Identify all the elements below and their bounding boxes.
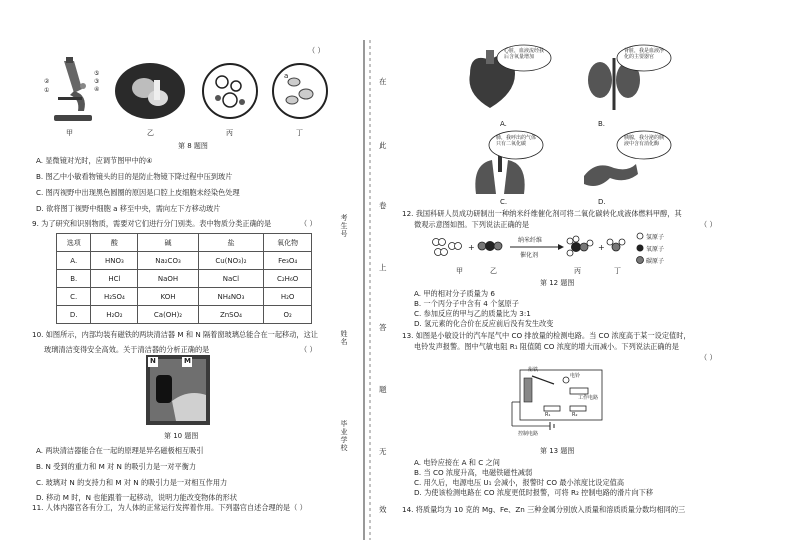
option-text: A. 电铃应接在 A 和 C 之间 [414,458,500,467]
bubble-text: 肾脏，我是血液净化的主要器官 [624,48,665,60]
option-label: D. [598,198,606,206]
bubble-text: 心脏，血液流经我后含氧量增加 [504,48,545,60]
table-cell: Na₂CO₃ [138,252,198,270]
option-text: B. 图乙中小敏看物镜头的目的是防止物镜下降过程中压到玻片 [36,172,233,181]
circuit-label: 电铃 [570,373,581,379]
figure-label: 丙 [226,129,233,137]
cleaner-label-n: N [150,357,156,365]
table-cell: HCl [91,270,138,288]
figure-caption: 第 12 题图 [540,279,575,287]
option-text: A. 显微镜对光时，应调节图甲中的④ [36,156,153,165]
table-header: 碱 [138,234,198,252]
question-stem: 12. 我国科研人员成功研制出一种纳米纤维催化剂可将二氧化碳转化成液体燃料甲醇，其 [402,209,682,218]
option-text: D. 氢元素的化合价在反应前后没有发生改变 [414,319,554,328]
arrow-label: 催化剂 [520,252,539,259]
table-cell: O₂ [264,306,312,324]
table-header-row [57,234,312,252]
classification-table [56,233,312,324]
molecule-label: 丙 [574,267,581,275]
svg-text:②: ② [44,78,50,85]
table-cell: C. [57,288,91,306]
microscope-figure [44,55,104,127]
molecule-label: 丁 [614,267,621,275]
circuit-label: 衔铁 [528,367,539,373]
table-cell: ZnSO₄ [198,306,264,324]
svg-text:③: ③ [94,78,100,85]
answer-bracket: （ ） [300,345,317,354]
name-label: 姓名 [340,330,348,346]
option-text: A. 甲的相对分子质量为 6 [414,289,495,298]
question-stem: 14. 将质量均为 10 克的 Mg、Fe、Zn 三种金属分别放入质量和溶质质量分数均相同的三 [402,505,686,514]
figure-caption: 第 10 题图 [164,432,199,440]
option-label: B. [598,120,606,128]
question-stem: 电铃发声报警。图中气敏电阻 R₁ 阻值随 CO 浓度的增大而减小。下列说法正确的是 [414,342,679,351]
binding-char: 答 [379,323,387,332]
legend-label: 氧原子 [646,246,665,253]
svg-text:+: + [468,243,475,252]
table-header: 选项 [57,234,91,252]
circuit-label: R₂ [572,412,578,418]
answer-bracket: （ ） [300,219,317,228]
svg-text:④: ④ [94,86,100,93]
figure-label: 甲 [66,129,73,137]
option-label: C. [500,198,508,206]
figure-label: 乙 [147,129,154,137]
binding-char: 上 [379,263,387,272]
table-cell: H₂O₂ [91,306,138,324]
table-cell: NH₄NO₃ [198,288,264,306]
table-cell: H₂O [264,288,312,306]
table-header: 盐 [198,234,264,252]
table-cell: HNO₃ [91,252,138,270]
binding-char: 无 [379,447,387,456]
figure-caption: 第 13 题图 [540,447,575,455]
question-stem: 玻璃清洁变得安全高效。关于清洁器的分析正确的是 [44,345,210,354]
svg-text:a: a [284,72,289,80]
option-text: C. 玻璃对 N 的支持力和 M 对 N 的吸引力是一对相互作用力 [36,478,228,487]
binding-char: 效 [379,505,387,514]
molecule-label: 甲 [456,267,463,275]
table-cell: Cu(NO₃)₂ [198,252,264,270]
option-text: C. 用久后，电源电压 U₁ 会减小，报警时 CO 最小浓度比设定值高 [414,478,625,487]
option-text: B. 当 CO 浓度升高，电磁铁磁性减弱 [414,468,533,477]
option-text: C. 参加反应的甲与乙的质量比为 3:1 [414,309,531,318]
figure-label: 丁 [296,129,303,137]
option-text: A. 两块清洁器能合在一起的原理是异名磁极相互吸引 [36,446,204,455]
binding-char: 题 [379,385,387,394]
circuit-label: R₁ [545,412,551,418]
legend-label: 碳原子 [646,258,665,265]
table-row [57,270,312,288]
school-label: 毕业学校 [340,420,348,452]
cells-figure [270,62,330,120]
option-text: D. 移动 M 时，N 也能跟着一起移动，说明力能改变物体的形状 [36,493,238,502]
option-text: D. 为使该检测电路在 CO 浓度更低时报警，可将 R₂ 控制电路的滑片向下移 [414,488,654,497]
candidate-number-label: 考生号 [340,214,348,238]
person-at-microscope-photo [114,62,186,120]
table-cell: KOH [138,288,198,306]
option-text: B. N 受到的重力和 M 对 N 的吸引力是一对平衡力 [36,462,197,471]
circuit-label: 控制电路 [518,431,539,437]
question-stem: 10. 如图所示，内部均装有磁铁的两块清洁器 M 和 N 隔着窗玻璃总能合在一起移动，这让 [32,330,318,339]
bubble-text: 肺，我呼出的气体只有二氧化碳 [496,135,537,147]
question-stem: 11. 人体内器官各有分工，为人体的正常运行发挥着作用。下列器官自述合理的是（ ） [32,503,307,512]
table-header: 酸 [91,234,138,252]
dashed-cut-line [368,40,372,540]
legend-label: 氢原子 [646,234,665,241]
table-cell: H₂SO₄ [91,288,138,306]
table-cell: NaCl [198,270,264,288]
option-text: D. 欲将图丁视野中细胞 a 移至中央，需向左下方移动玻片 [36,204,221,213]
molecule-label: 乙 [490,267,497,275]
answer-bracket: （ ） [308,46,325,55]
question-stem: 微观示意图如图。下列说法正确的是 [414,220,530,229]
table-cell: Fe₃O₄ [264,252,312,270]
option-text: C. 图丙视野中出现黑色圆圈的原因是口腔上皮细胞未经染色处理 [36,188,240,197]
figure-caption: 第 8 题图 [178,142,208,150]
table-row [57,252,312,270]
svg-text:+: + [598,243,605,252]
table-cell: Ca(OH)₂ [138,306,198,324]
table-row [57,306,312,324]
binding-char: 卷 [379,201,387,210]
table-cell: C₂H₆O [264,270,312,288]
window-cleaner-photo [146,355,210,425]
table-cell: B. [57,270,91,288]
binding-char: 在 [379,77,387,86]
circuit-label: 工作电路 [578,395,599,401]
question-stem: 9. 为了研究和识别物质，需要对它们进行分门别类。表中物质分类正确的是 [32,219,272,228]
svg-text:⑤: ⑤ [94,70,100,77]
arrow-label: 纳米纤维 [518,237,543,244]
table-cell: A. [57,252,91,270]
option-label: A. [500,120,507,128]
svg-text:①: ① [44,87,50,94]
option-text: B. 一个丙分子中含有 4 个氢原子 [414,299,519,308]
answer-bracket: （ ） [700,353,717,362]
answer-bracket: （ ） [700,220,717,229]
table-cell: D. [57,306,91,324]
table-header: 氧化物 [264,234,312,252]
question-stem: 13. 如图是小敏设计的汽车尾气中 CO 排放量的检测电路。当 CO 浓度高于某一设定值时， [402,331,691,340]
cells-bubbles-figure [200,62,260,120]
bubble-text: 胰腺，我分泌的胰液中含有消化酶 [624,135,665,147]
table-cell: NaOH [138,270,198,288]
cleaner-label-m: M [184,357,191,365]
binding-char: 此 [379,141,387,150]
table-row [57,288,312,306]
